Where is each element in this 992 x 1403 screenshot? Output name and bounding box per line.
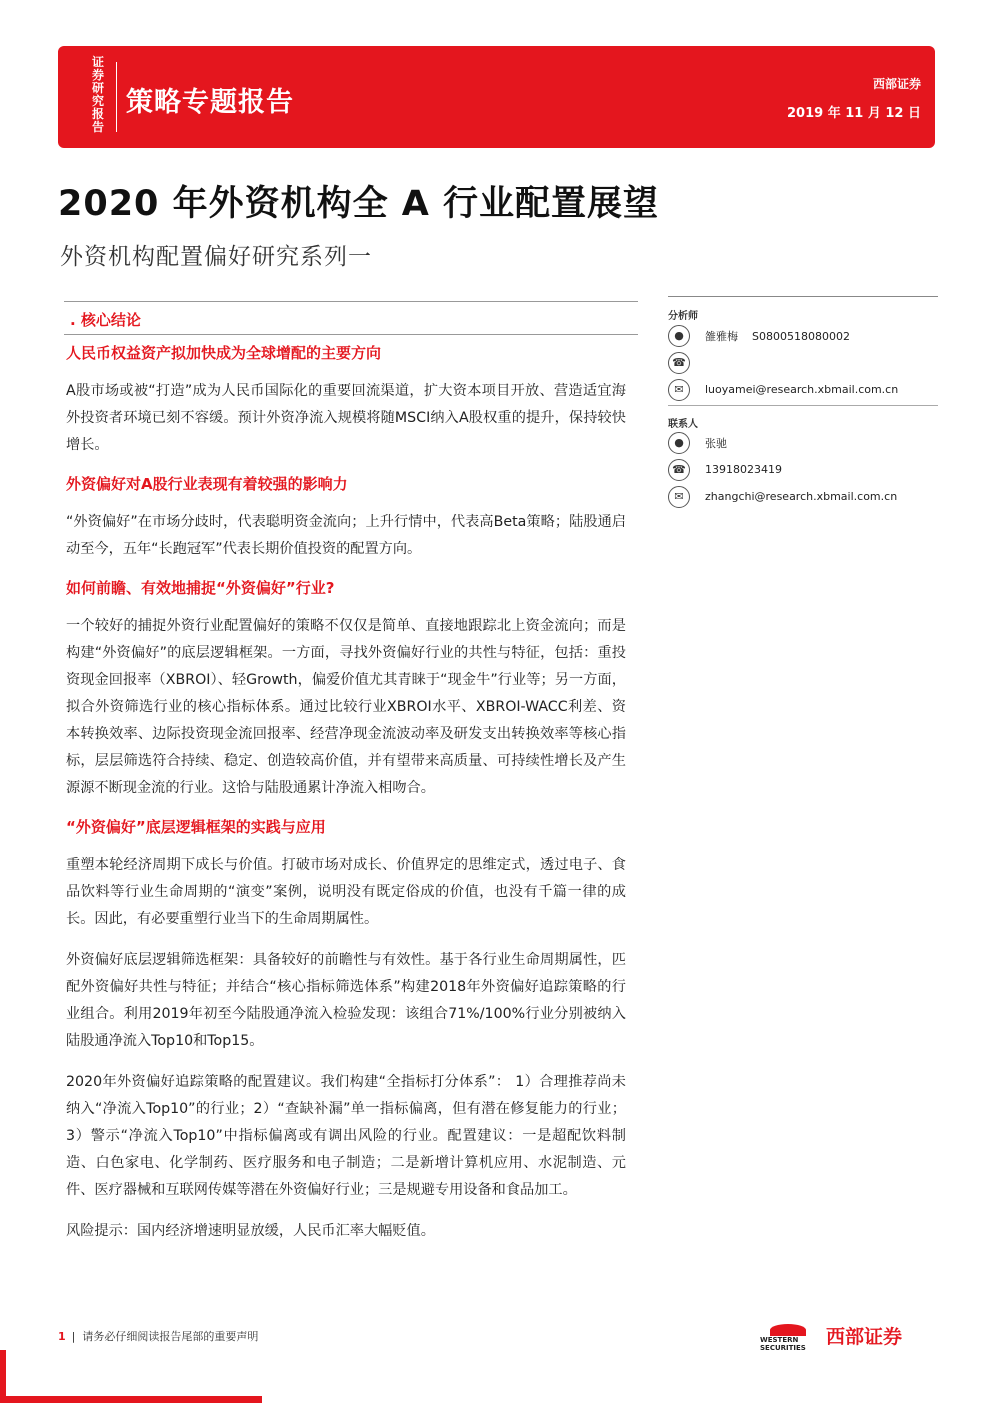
- section-heading-1: 人民币权益资产拟加快成为全球增配的主要方向: [66, 344, 382, 362]
- header-banner: [58, 46, 935, 148]
- phone-icon: ☎: [668, 352, 690, 374]
- paragraph-4-3: 2020年外资偏好追踪策略的配置建议。我们构建“全指标打分体系”： 1）合理推荐尚未纳入“净流入Top10”的行业；2）“查缺补漏”单一指标偏离，但有潜在修复能力的行业；3）警示“净流入Top10”中指标偏离或有调出风险的行业。配置建议：一是超配饮料制造、白色家电、化学制药、医疗服务和电子制造；二是新增计算机应用、水泥制造、元件、医疗器械和互联网传媒等潜在外资偏好行业；三是规避专用设备和食品加工。: [66, 1074, 626, 1198]
- page-title: 2020 年外资机构全 A 行业配置展望: [58, 184, 660, 224]
- person-icon: ●: [668, 432, 690, 454]
- paragraph-4-2: 外资偏好底层逻辑筛选框架：具备较好的前瞻性与有效性。基于各行业生命周期属性，匹配外资偏好共性与特征；并结合“核心指标筛选体系”构建2018年外资偏好追踪策略的行业组合。利用2019年初至今陆股通净流入检验发现：该组合71%/100%行业分别被纳入陆股通净流入Top10和Top15。: [66, 952, 626, 1049]
- summary-section-header: [64, 301, 638, 335]
- logo-chinese: 西部证券: [826, 1326, 903, 1348]
- analyst-name-row: [668, 322, 938, 349]
- report-category: 策略专题报告: [126, 87, 294, 118]
- analyst-label: 分析师: [668, 296, 938, 322]
- section-label: . 核心结论: [70, 311, 141, 329]
- analyst-phone-row: [668, 349, 938, 376]
- contact-email[interactable]: zhangchi@research.xbmail.com.cn: [705, 490, 898, 503]
- author-sidebar: [668, 296, 938, 510]
- analyst-email-row: [668, 376, 938, 403]
- logo-english: WESTERN SECURITIES: [760, 1335, 806, 1352]
- analyst-cert: S0800518080002: [752, 329, 850, 343]
- summary-content: [66, 342, 626, 1259]
- report-date: 2019 年 11 月 12 日: [787, 106, 921, 121]
- paragraph-2-1: “外资偏好”在市场分歧时，代表聪明资金流向；上升行情中，代表高Beta策略；陆股通启动至今，五年“长跑冠军”代表长期价值投资的配置方向。: [66, 514, 626, 557]
- page-number: 1: [58, 1330, 66, 1343]
- footer-logo: [760, 1322, 903, 1352]
- section-head-bar: [64, 301, 638, 335]
- footer-notice: 1 | 请务必仔细阅读报告尾部的重要声明: [58, 1330, 259, 1343]
- contact-label: 联系人: [668, 405, 938, 429]
- contact-phone-row: [668, 456, 938, 483]
- contact-phone: 13918023419: [705, 463, 782, 476]
- disclaimer-notice: 请务必仔细阅读报告尾部的重要声明: [82, 1330, 259, 1343]
- header-divider: [116, 62, 117, 132]
- wing-logo-icon: [760, 1324, 820, 1352]
- contact-name-row: [668, 429, 938, 456]
- phone-icon: ☎: [668, 459, 690, 481]
- paragraph-4-1: 重塑本轮经济周期下成长与价值。打破市场对成长、价值界定的思维定式，透过电子、食品饮料等行业生命周期的“演变”案例，说明没有既定俗成的价值，也没有千篇一律的成长。因此，有必要重塑行业当下的生命周期属性。: [66, 857, 626, 927]
- risk-warning: 风险提示：国内经济增速明显放缓，人民币汇率大幅贬值。: [66, 1223, 435, 1239]
- person-icon: ●: [668, 325, 690, 347]
- analyst-name: 雒雅梅: [705, 329, 738, 343]
- paragraph-1-1: A股市场或被“打造”成为人民币国际化的重要回流渠道，扩大资本项目开放、营造适宜海外投资者环境已刻不容缓。预计外资净流入规模将随MSCI纳入A股权重的提升，保持较快增长。: [66, 383, 626, 453]
- corner-accent-horizontal: [0, 1396, 262, 1403]
- mail-icon: ✉: [668, 379, 690, 401]
- analyst-email[interactable]: luoyamei@research.xbmail.com.cn: [705, 383, 899, 396]
- contact-email-row: [668, 483, 938, 510]
- section-heading-2: 外资偏好对A股行业表现有着较强的影响力: [66, 475, 348, 493]
- contact-name: 张驰: [705, 436, 727, 450]
- mail-icon: ✉: [668, 486, 690, 508]
- section-heading-3: 如何前瞻、有效地捕捉“外资偏好”行业?: [66, 579, 335, 597]
- report-type-vertical-label: 证券研究报告: [91, 55, 104, 134]
- paragraph-3-1: 一个较好的捕捉外资行业配置偏好的策略不仅仅是简单、直接地跟踪北上资金流向；而是构建“外资偏好”的底层逻辑框架。一方面，寻找外资偏好行业的共性与特征，包括：重投资现金回报率（XBROI）、轻Growth，偏爱价值尤其青睐于“现金牛”行业等；另一方面，拟合外资筛选行业的核心指标体系。通过比较行业XBROI水平、XBROI-WACC利差、资本转换效率、边际投资现金流回报率、经营净现金流波动率及研发支出转换效率等核心指标，层层筛选符合持续、稳定、创造较高价值，并有望带来高质量、可持续性增长及产生源源不断现金流的行业。这恰与陆股通累计净流入相吻合。: [66, 618, 626, 796]
- header-brand: 西部证券: [872, 77, 921, 91]
- section-heading-4: “外资偏好”底层逻辑框架的实践与应用: [66, 818, 326, 836]
- page-subtitle: 外资机构配置偏好研究系列一: [60, 244, 372, 270]
